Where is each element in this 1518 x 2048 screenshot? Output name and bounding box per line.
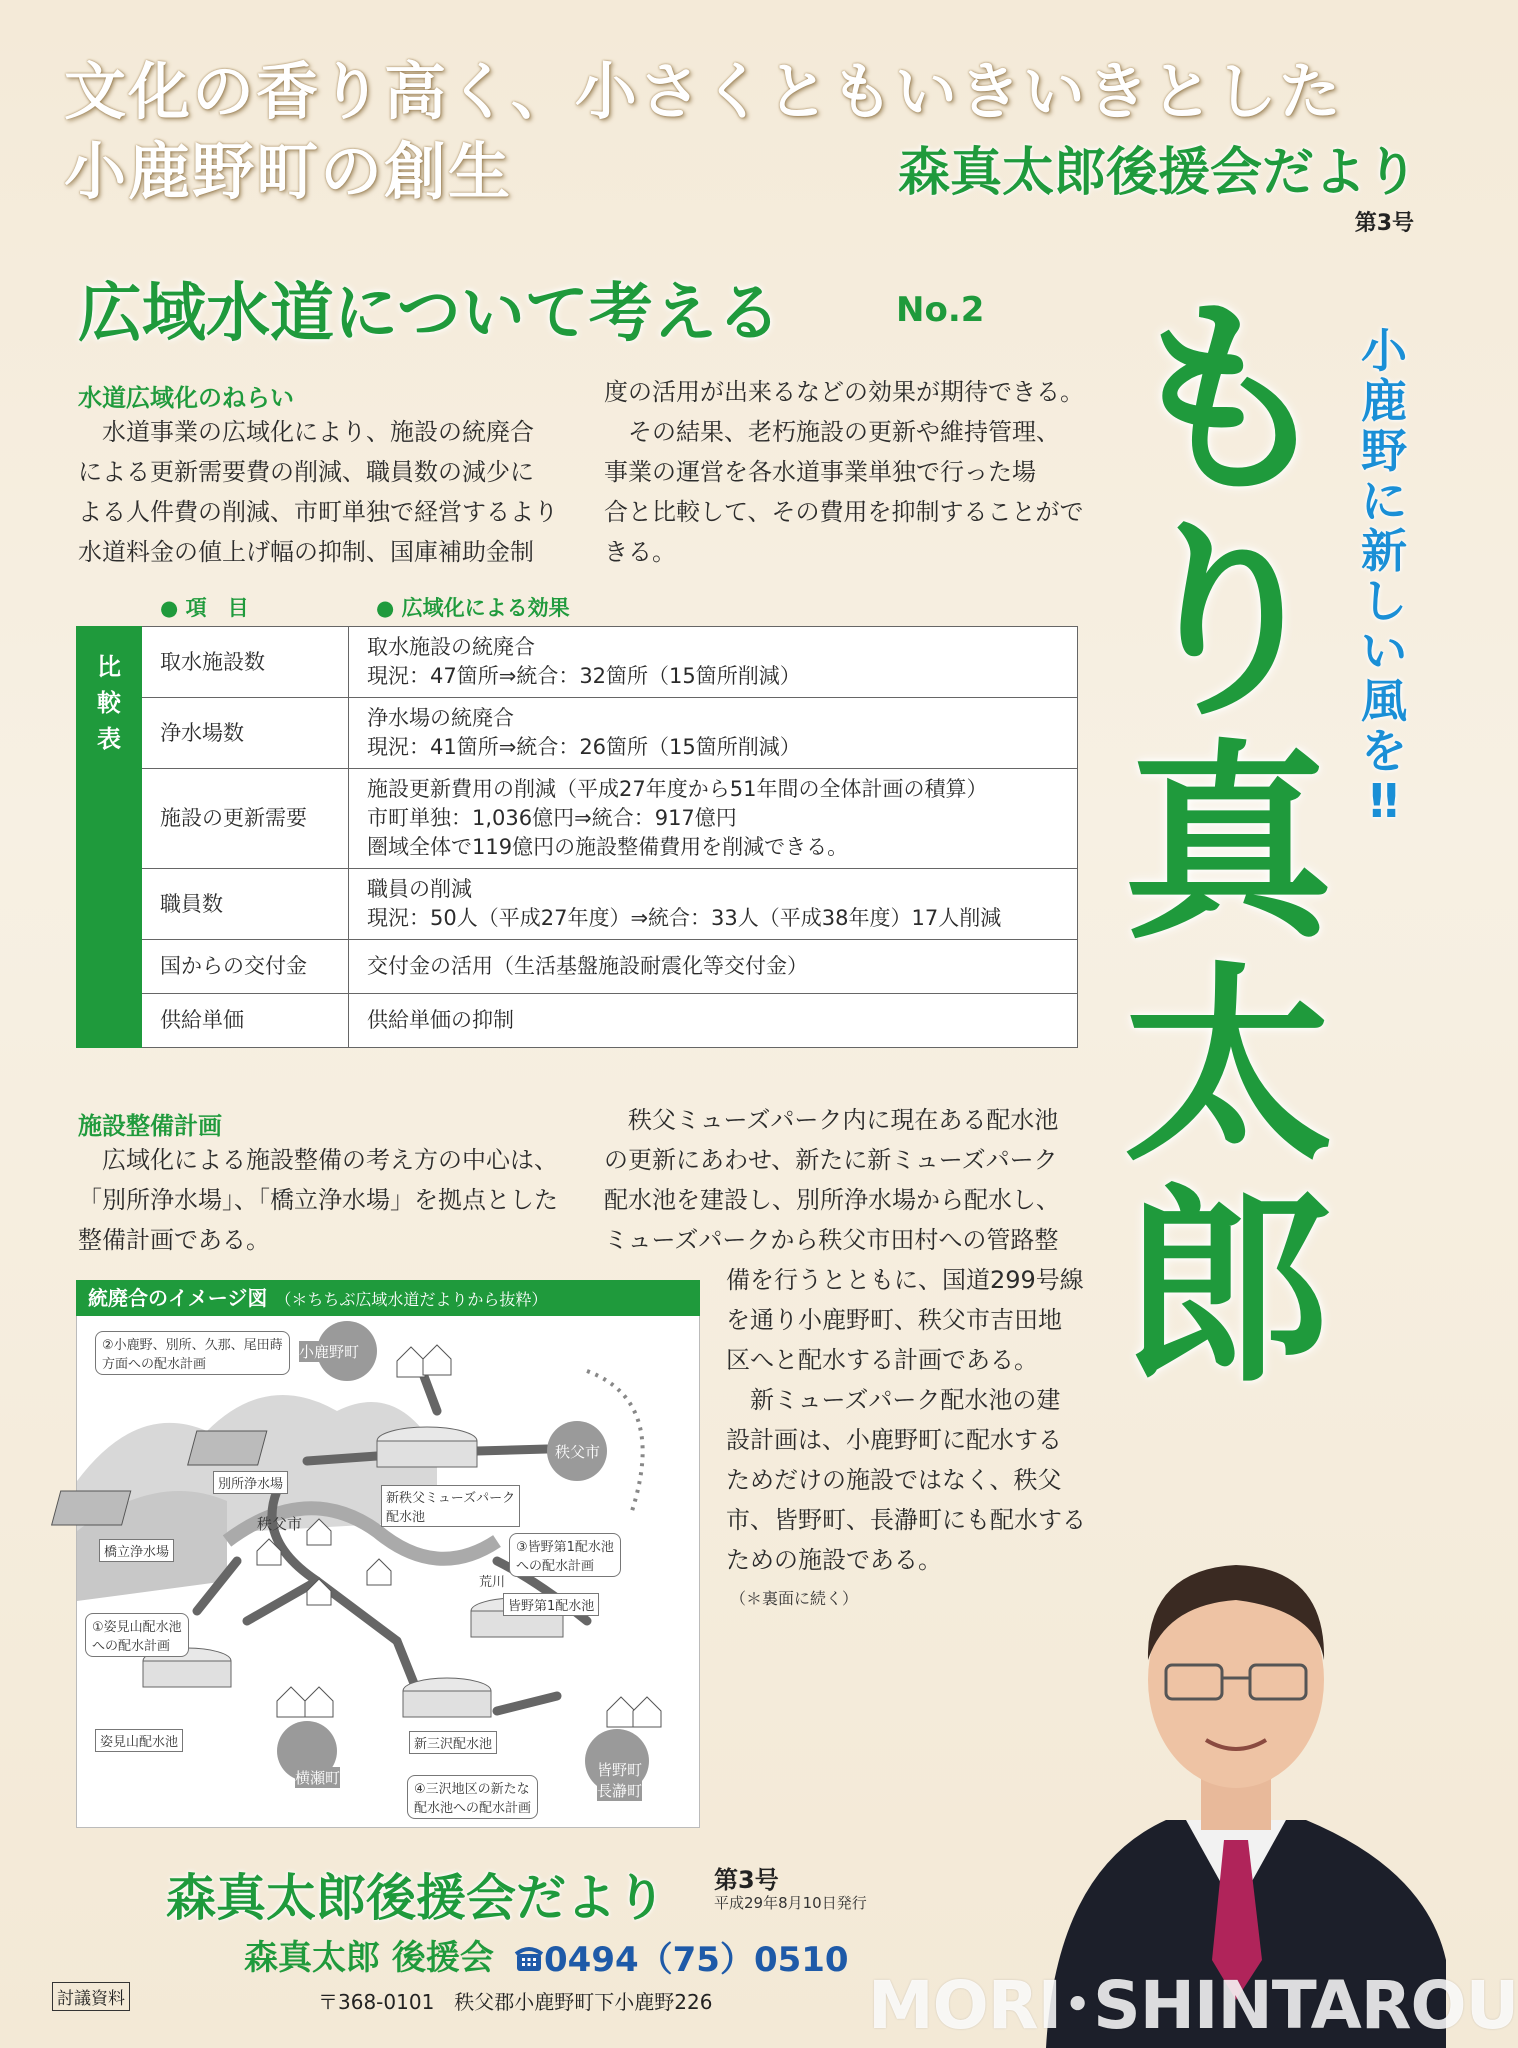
row-item: 施設の更新需要: [142, 769, 349, 869]
row-effect: 供給単価の抑制: [349, 994, 1078, 1048]
supporters-association: 森真太郎 後援会: [244, 1938, 494, 1978]
figure-label: 皆野第1配水池: [503, 1593, 599, 1616]
plan-right-text: [604, 1100, 1124, 1260]
section-number: No.2: [896, 290, 985, 330]
text-line: 区へと配水する計画である。: [726, 1346, 1038, 1374]
figure-label: 秩父市: [257, 1515, 303, 1533]
text-line: 設計画は、小鹿野町に配水する: [726, 1426, 1062, 1454]
row-effect: 取水施設の統廃合 現況：47箇所⇒統合：32箇所（15箇所削減）: [349, 627, 1078, 698]
row-effect: 浄水場の統廃合 現況：41箇所⇒統合：26箇所（15箇所削減）: [349, 698, 1078, 769]
comparison-side-label: 比 較 表: [77, 627, 142, 1048]
roman-name: MORI･SHINTAROU: [868, 1967, 1518, 2044]
newsletter-title: 森真太郎後援会だより: [897, 143, 1418, 203]
footer-newsletter-title: 森真太郎後援会だより: [166, 1869, 666, 1927]
text-line: 広域化による施設整備の考え方の中心は、: [102, 1146, 558, 1174]
row-item: 国からの交付金: [142, 940, 349, 994]
text-line: を通り小鹿野町、秩父市吉田地: [726, 1306, 1062, 1334]
figure-label: 小鹿野町: [299, 1343, 360, 1361]
figure-label: 橋立浄水場: [99, 1539, 174, 1562]
text-line: 水道事業の広域化により、施設の統廃合: [102, 418, 534, 446]
integration-image-figure: [76, 1280, 700, 1828]
text-line: ための施設である。: [726, 1546, 942, 1574]
figure-label: 新三沢配水池: [409, 1731, 497, 1754]
figure-label: 荒川: [479, 1575, 506, 1590]
row-item: 取水施設数: [142, 627, 349, 698]
plan-heading: 施設整備計画: [78, 1112, 222, 1140]
table-headers: [160, 592, 690, 622]
figure-label: ④三沢地区の新たな 配水池への配水計画: [407, 1775, 538, 1819]
text-line: 合と比較して、その費用を抑制することがで: [604, 498, 1084, 526]
address: 〒368-0101 秩父郡小鹿野町下小鹿野226: [318, 1990, 713, 2014]
row-effect: 交付金の活用（生活基盤施設耐震化等交付金）: [349, 940, 1078, 994]
row-effect: 職員の削減 現況：50人（平成27年度）⇒統合：33人（平成38年度）17人削減: [349, 869, 1078, 940]
row-effect: 施設更新費用の削減（平成27年度から51年間の全体計画の積算） 市町単独：1,036億円⇒統合：917億円 圏域全体で119億円の施設整備費用を削減できる。: [349, 769, 1078, 869]
table-row: [77, 940, 1078, 994]
header-slogan-line1: 文化の香り高く、小さくともいきいきとした: [64, 55, 1343, 128]
row-item: 供給単価: [142, 994, 349, 1048]
figure-label: 新秩父ミューズパーク 配水池: [381, 1485, 520, 1527]
plan-left-text: [78, 1140, 598, 1260]
text-line: 水道料金の値上げ幅の抑制、国庫補助金制: [78, 538, 534, 566]
phone-number: 0494（75）0510: [514, 1932, 849, 1981]
figure-source: （＊ちちぶ広域水道だよりから抜粋）: [275, 1290, 548, 1309]
header-slogan-line2: 小鹿野町の創生: [64, 135, 513, 208]
intro-right-text: [604, 372, 1124, 572]
figure-title-bar: [76, 1280, 700, 1316]
comparison-table: [76, 626, 1078, 1048]
footer-issue-number: 第3号: [714, 1866, 779, 1894]
text-line: 事業の運営を各水道事業単独で行った場: [604, 458, 1036, 486]
text-line: 市、皆野町、長瀞町にも配水する: [726, 1506, 1086, 1534]
intro-heading: 水道広域化のねらい: [78, 384, 294, 412]
discussion-material-tag: 討議資料: [52, 1982, 130, 2011]
figure-label: 横瀬町: [295, 1769, 341, 1787]
text-line: 備を行うとともに、国道299号線: [726, 1266, 1084, 1294]
header-effect: ● 広域化による効果: [375, 596, 570, 620]
figure-label: ②小鹿野、別所、久那、尾田蒔 方面への配水計画: [95, 1331, 290, 1375]
text-line: による更新需要費の削減、職員数の減少に: [78, 458, 534, 486]
intro-left-text: [78, 412, 598, 572]
text-line: ためだけの施設ではなく、秩父: [726, 1466, 1062, 1494]
telephone-icon: [514, 1944, 544, 1974]
text-line: きる。: [604, 538, 676, 566]
figure-label: 皆野町 長瀞町: [597, 1761, 643, 1800]
row-item: 浄水場数: [142, 698, 349, 769]
table-row: [77, 869, 1078, 940]
figure-label: 別所浄水場: [213, 1471, 288, 1494]
table-row: [77, 698, 1078, 769]
figure-label: 秩父市: [555, 1443, 601, 1461]
text-line: の更新にあわせ、新たに新ミューズパーク: [604, 1146, 1058, 1174]
text-line: よる人件費の削減、市町単独で経営するより: [78, 498, 558, 526]
section-title: 広域水道について考える: [78, 277, 781, 351]
candidate-name-vertical: も り 真 太 郎: [1122, 278, 1333, 1411]
figure-label: ③皆野第1配水池 への配水計画: [509, 1533, 621, 1577]
row-item: 職員数: [142, 869, 349, 940]
text-line: 「別所浄水場」、「橋立浄水場」を拠点とした: [78, 1186, 558, 1214]
header-item: ● 項 目: [160, 596, 249, 620]
figure-label: 姿見山配水池: [95, 1729, 183, 1752]
figure-title: 統廃合のイメージ図: [88, 1286, 268, 1310]
text-line: 度の活用が出来るなどの効果が期待できる。: [604, 378, 1084, 406]
text-line: その結果、老朽施設の更新や維持管理、: [628, 418, 1060, 446]
continued-note: （＊裏面に続く）: [730, 1589, 859, 1608]
publication-date: 平成29年8月10日発行: [714, 1894, 867, 1912]
table-row: [77, 627, 1078, 698]
table-row: [77, 994, 1078, 1048]
text-line: ミューズパークから秩父市田村への管路整: [604, 1226, 1059, 1254]
figure-label: ①姿見山配水池 への配水計画: [85, 1613, 189, 1657]
text-line: 配水池を建設し、別所浄水場から配水し、: [604, 1186, 1060, 1214]
vertical-slogan: 小 鹿 野 に 新 し い 風 を ‼: [1361, 324, 1407, 828]
text-line: 新ミューズパーク配水池の建: [750, 1386, 1061, 1414]
issue-number: 第3号: [1354, 211, 1414, 236]
table-row: [77, 769, 1078, 869]
text-line: 秩父ミューズパーク内に現在ある配水池: [628, 1106, 1059, 1134]
text-line: 整備計画である。: [78, 1226, 270, 1254]
